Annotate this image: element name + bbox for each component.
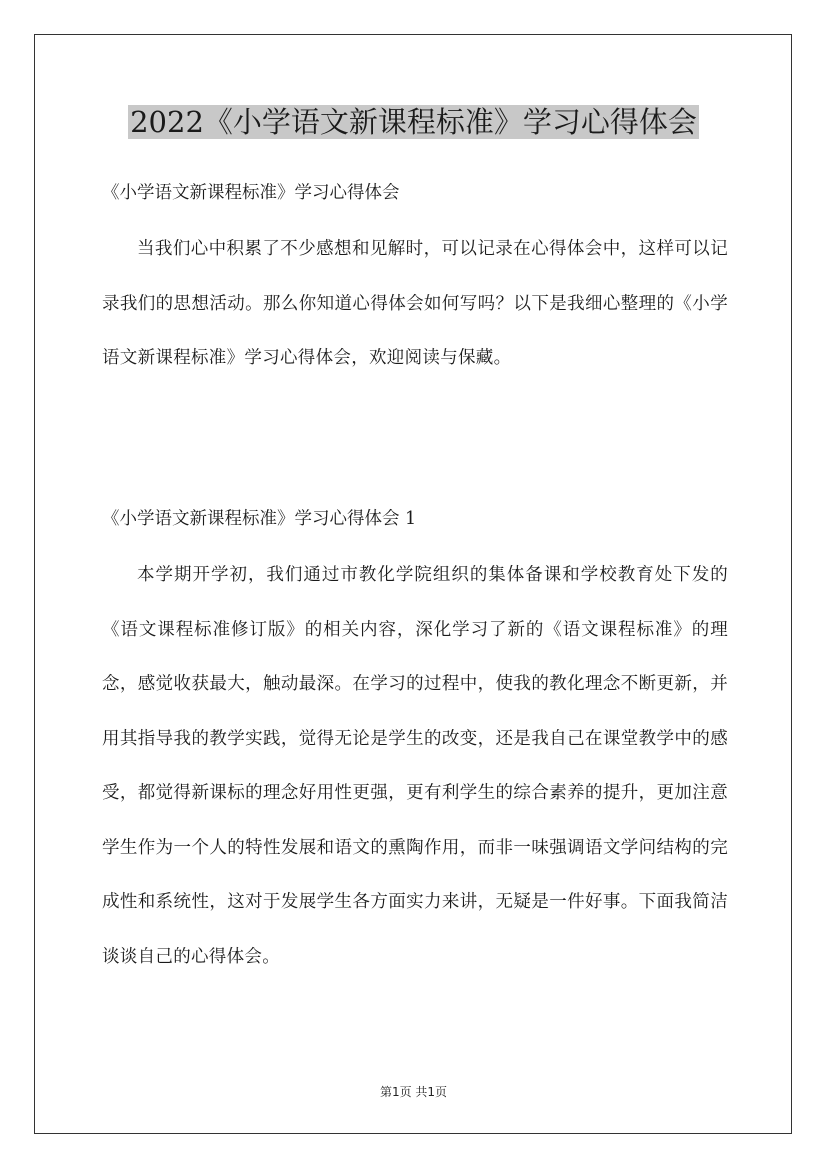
page-footer: 第1页 共1页 — [379, 1085, 448, 1099]
intro-paragraph: 当我们心中积累了不少感想和见解时，可以记录在心得体会中，这样可以记录我们的思想活动。那么你知道心得体会如何写吗？以下是我细心整理的《小学语文新课程标准》学习心得体会，欢迎阅读与保藏。 — [102, 239, 728, 368]
document-title-text: 2022《小学语文新课程标准》学习心得体会 — [130, 105, 697, 139]
section1-heading: 《小学语文新课程标准》学习心得体会 1 — [102, 509, 417, 529]
section1-paragraph: 本学期开学初，我们通过市教化学院组织的集体备课和学校教育处下发的《语文课程标准修订版》的相关内容，深化学习了新的《语文课程标准》的理念，感觉收获最大，触动最深。在学习的过程中，使我的教化理念不断更新，并用其指导我的教学实践，觉得无论是学生的改变，还是我自己在课堂教学中的感受，都觉得新课标的理念好用性更强，更有利学生的综合素养的提升，更加注意学生作为一个人的特性发展和语文的熏陶作用，而非一味强调语文学问结构的完成性和系统性，这对于发展学生各方面实力来讲，无疑是一件好事。下面我简洁谈谈自己的心得体会。 — [102, 565, 728, 967]
document-title — [0, 100, 827, 144]
intro-heading: 《小学语文新课程标准》学习心得体会 — [102, 183, 400, 203]
